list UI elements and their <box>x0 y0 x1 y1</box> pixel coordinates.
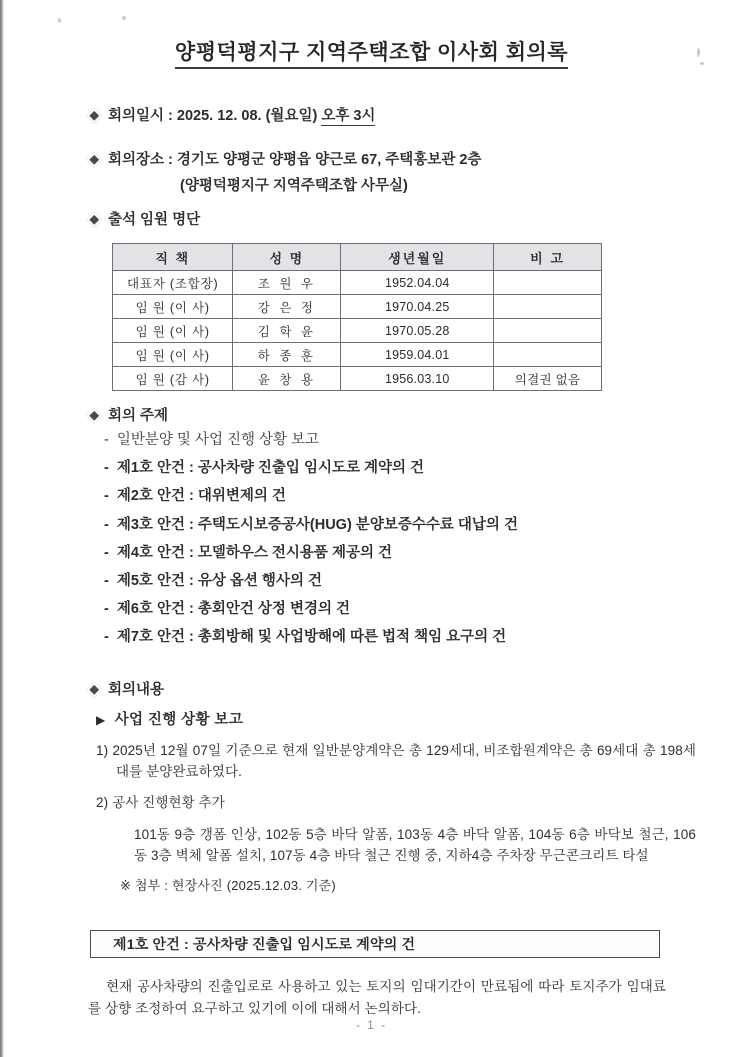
cell-dob: 1970.04.25 <box>341 295 494 319</box>
cell-name: 조 원 우 <box>233 271 341 295</box>
content-item-2 <box>96 793 696 814</box>
scan-speck <box>58 18 61 23</box>
topics-list <box>104 432 684 657</box>
scan-edge-artifact <box>0 0 4 1057</box>
column-header-name: 성 명 <box>233 244 341 271</box>
content-heading <box>88 678 164 699</box>
cell-dob: 1970.05.28 <box>341 319 494 343</box>
cell-note <box>494 343 602 367</box>
topic-text: 제5호 안건 : 유상 옵션 행사의 건 <box>116 572 322 589</box>
agenda-one-title: 제1호 안건 : 공사차량 진출입 임시도로 계약의 건 <box>113 936 416 952</box>
topics-heading-text: 회의 주제 <box>108 408 169 424</box>
dash-marker: - <box>104 432 109 448</box>
topic-text: 일반분양 및 사업 진행 상황 보고 <box>116 432 320 448</box>
cell-role: 임 원 (감 사) <box>113 367 233 391</box>
cell-role: 대표자 (조합장) <box>113 271 233 295</box>
list-item <box>104 629 684 646</box>
dash-marker: - <box>104 460 109 477</box>
cell-note <box>494 295 602 319</box>
attachment-note: ※ 첨부 : 현장사진 (2025.12.03. 기준) <box>120 877 336 893</box>
dash-marker: - <box>104 544 109 561</box>
list-item <box>104 488 684 505</box>
list-item <box>104 517 684 534</box>
attendance-heading-text: 출석 임원 명단 <box>108 212 201 228</box>
diamond-bullet-icon <box>86 108 102 124</box>
cell-dob: 1952.04.04 <box>341 271 494 295</box>
list-item <box>104 601 684 618</box>
meeting-date-row <box>88 104 375 125</box>
table-row <box>113 319 602 343</box>
cell-role: 임 원 (이 사) <box>113 319 233 343</box>
item-text: 2025년 12월 07일 기준으로 현재 일반분양계약은 총 129세대, 비조합원계약은 총 69세대 총 198세대를 분양완료하였다. <box>112 743 696 779</box>
dash-marker: - <box>104 629 109 646</box>
page-title-text: 양평덕평지구 지역주택조합 이사회 회의록 <box>175 41 568 69</box>
column-header-dob: 생년월일 <box>341 244 494 271</box>
content-subheading-text: 사업 진행 상황 보고 <box>114 712 244 728</box>
content-block <box>96 708 696 894</box>
item-marker: 2) <box>96 794 109 810</box>
agenda-one-box <box>90 930 660 958</box>
meeting-place-value: 경기도 양평군 양평읍 양근로 67, 주택홍보관 2층 <box>176 152 482 168</box>
table-row <box>113 271 602 295</box>
list-item <box>104 573 684 590</box>
cell-role: 임 원 (이 사) <box>113 295 233 319</box>
item-marker: 1) <box>96 743 109 758</box>
meeting-date-label: 회의일시 : <box>108 108 173 124</box>
topic-text: 제2호 안건 : 대위변제의 건 <box>116 488 286 505</box>
dash-marker: - <box>104 488 109 505</box>
cell-note <box>494 319 602 343</box>
column-header-note: 비 고 <box>494 244 602 271</box>
content-item-1 <box>96 741 696 783</box>
content-subheading <box>96 708 696 729</box>
dash-marker: - <box>104 516 109 533</box>
triangle-bullet-icon: ▶ <box>96 713 106 727</box>
page-title <box>0 36 743 66</box>
page-number: - 1 - <box>355 1018 388 1032</box>
topics-heading <box>88 404 168 425</box>
meeting-place-label: 회의장소 : <box>108 152 173 168</box>
list-item <box>104 432 684 449</box>
meeting-place-row <box>88 148 481 169</box>
topic-text: 제4호 안건 : 모델하우스 전시용품 제공의 건 <box>116 544 393 561</box>
dash-marker: - <box>104 601 109 618</box>
meeting-place-detail: (양평덕평지구 지역주택조합 사무실) <box>180 178 408 194</box>
diamond-bullet-icon <box>86 408 102 424</box>
item-text: 공사 진행현황 추가 <box>112 794 225 810</box>
meeting-time-value: 오후 3시 <box>321 108 376 124</box>
agenda-one-body: 현재 공사차량의 진출입로로 사용하고 있는 토지의 임대기간이 만료됨에 따라 토지주가 임대료를 상향 조정하여 요구하고 있기에 이에 대해서 논의하다. <box>88 979 666 1016</box>
diamond-bullet-icon <box>86 152 102 168</box>
cell-name: 김 학 윤 <box>233 319 341 343</box>
list-item <box>104 460 684 477</box>
diamond-bullet-icon <box>86 682 102 698</box>
attendance-table <box>112 243 602 391</box>
topic-text: 제3호 안건 : 주택도시보증공사(HUG) 분양보증수수료 대납의 건 <box>116 516 518 533</box>
cell-name: 하 종 훈 <box>233 343 341 367</box>
cell-note <box>494 271 602 295</box>
content-item-2-detail: 101동 9층 갱폼 인상, 102동 5층 바닥 알폼, 103동 4층 바닥 알폼, 104동 6층 바닥보 철근, 106동 3층 벽체 알폼 설치, 107동 4층 바닥 철근 진행 중, 지하4층 주차장 무근콘크리트 타설 <box>134 826 696 864</box>
column-header-role: 직 책 <box>113 244 233 271</box>
diamond-bullet-icon <box>86 212 102 228</box>
table-row <box>113 295 602 319</box>
table-header-row <box>113 244 602 271</box>
cell-dob: 1956.03.10 <box>341 367 494 391</box>
cell-name: 강 은 정 <box>233 295 341 319</box>
cell-role: 임 원 (이 사) <box>113 343 233 367</box>
topic-text: 제1호 안건 : 공사차량 진출입 임시도로 계약의 건 <box>116 460 425 477</box>
cell-dob: 1959.04.01 <box>341 343 494 367</box>
topic-text: 제7호 안건 : 총회방해 및 사업방해에 따른 법적 책임 요구의 건 <box>116 629 507 646</box>
scan-speck <box>122 16 126 20</box>
meeting-date-value: 2025. 12. 08. (월요일) <box>176 108 318 124</box>
cell-note: 의결권 없음 <box>494 367 602 391</box>
content-heading-text: 회의내용 <box>108 682 165 698</box>
table-row <box>113 343 602 367</box>
topic-text: 제6호 안건 : 총회안건 상정 변경의 건 <box>116 601 351 618</box>
dash-marker: - <box>104 572 109 589</box>
cell-name: 윤 창 용 <box>233 367 341 391</box>
list-item <box>104 545 684 562</box>
table-row <box>113 367 602 391</box>
attendance-heading <box>88 208 200 229</box>
